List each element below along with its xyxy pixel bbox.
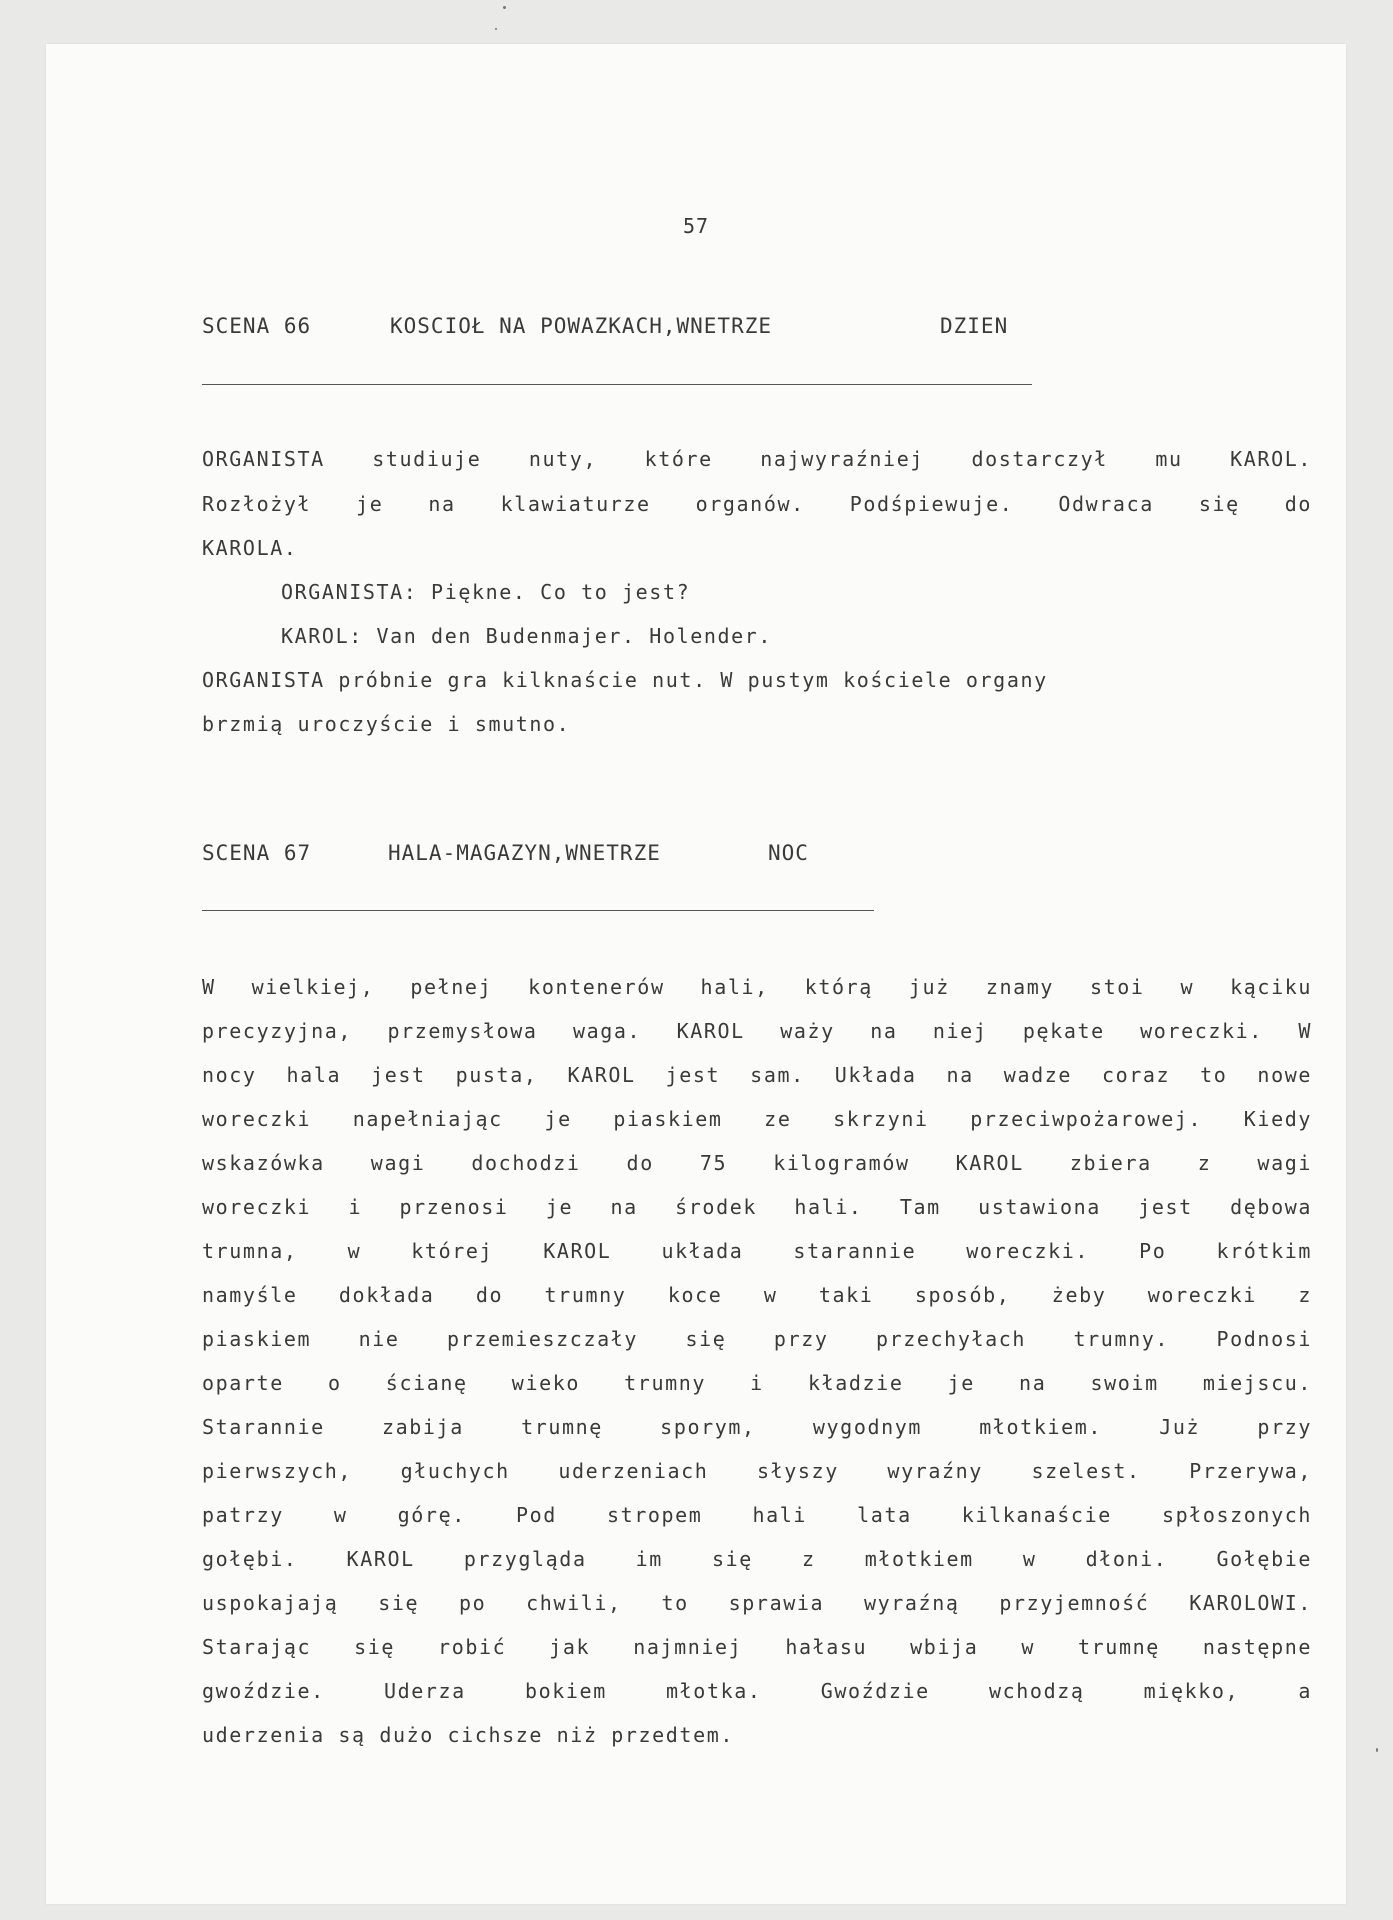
scene-67-line: precyzyjna, przemysłowa waga. KAROL waży na niej pękate woreczki. W: [202, 1019, 1312, 1043]
scene-67-line: nocy hala jest pusta, KAROL jest sam. Układa na wadze coraz to nowe: [202, 1063, 1312, 1087]
page-number: 57: [682, 214, 710, 238]
scene-66-time: DZIEN: [940, 314, 1009, 338]
scene-66-line: ORGANISTA studiuje nuty, które najwyraźniej dostarczył mu KAROL.: [202, 447, 1312, 471]
scene-67-time: NOC: [768, 841, 809, 865]
scene-67-line: piaskiem nie przemieszczały się przy przechyłach trumny. Podnosi: [202, 1327, 1312, 1351]
scene-66-line: brzmią uroczyście i smutno.: [202, 712, 571, 736]
scene-67-location: HALA-MAGAZYN,WNETRZE: [388, 841, 661, 865]
paper-speck: [1376, 1748, 1378, 1752]
scene-67-line: uspokajają się po chwili, to sprawia wyraźną przyjemność KAROLOWI.: [202, 1591, 1312, 1615]
scene-67-line: gołębi. KAROL przygląda im się z młotkiem w dłoni. Gołębie: [202, 1547, 1312, 1571]
scene-67-line: pierwszych, głuchych uderzeniach słyszy wyraźny szelest. Przerywa,: [202, 1459, 1312, 1483]
scene-67-line: gwoździe. Uderza bokiem młotka. Gwoździe wchodzą miękko, a: [202, 1679, 1312, 1703]
paper-speck: [495, 28, 497, 30]
scene-66-line: ORGANISTA próbnie gra kilknaście nut. W pustym kościele organy: [202, 668, 1048, 692]
scene-67-line: namyśle dokłada do trumny koce w taki sposób, żeby woreczki z: [202, 1283, 1312, 1307]
scene-66-number: SCENA 66: [202, 314, 312, 338]
scene-67-underline: [202, 910, 874, 911]
scene-66-heading: [202, 314, 1042, 340]
scene-67-line: Starając się robić jak najmniej hałasu wbija w trumnę następne: [202, 1635, 1312, 1659]
scene-67-line: woreczki i przenosi je na środek hali. Tam ustawiona jest dębowa: [202, 1195, 1312, 1219]
scene-67-line: oparte o ścianę wieko trumny i kładzie je na swoim miejscu.: [202, 1371, 1312, 1395]
scene-66-line: KAROLA.: [202, 536, 298, 560]
scene-67-line: W wielkiej, pełnej kontenerów hali, którą już znamy stoi w kąciku: [202, 975, 1312, 999]
scene-67-line: trumna, w której KAROL układa starannie woreczki. Po krótkim: [202, 1239, 1312, 1263]
scene-67-line: uderzenia są dużo cichsze niż przedtem.: [202, 1723, 734, 1747]
scene-67-line: patrzy w górę. Pod stropem hali lata kilkanaście spłoszonych: [202, 1503, 1312, 1527]
script-page: [46, 44, 1346, 1904]
scene-66-dialogue: KAROL: Van den Budenmajer. Holender.: [281, 624, 773, 648]
scene-67-line: wskazówka wagi dochodzi do 75 kilogramów KAROL zbiera z wagi: [202, 1151, 1312, 1175]
scene-66-line: Rozłożył je na klawiaturze organów. Podśpiewuje. Odwraca się do: [202, 492, 1312, 516]
scene-67-number: SCENA 67: [202, 841, 312, 865]
scene-66-location: KOSCIOŁ NA POWAZKACH,WNETRZE: [390, 314, 773, 338]
scene-66-underline: [202, 384, 1032, 385]
scene-66-dialogue: ORGANISTA: Piękne. Co to jest?: [281, 580, 691, 604]
scene-67-line: woreczki napełniając je piaskiem ze skrzyni przeciwpożarowej. Kiedy: [202, 1107, 1312, 1131]
scene-67-heading: [202, 841, 842, 867]
paper-speck: [503, 6, 506, 9]
scene-67-line: Starannie zabija trumnę sporym, wygodnym młotkiem. Już przy: [202, 1415, 1312, 1439]
